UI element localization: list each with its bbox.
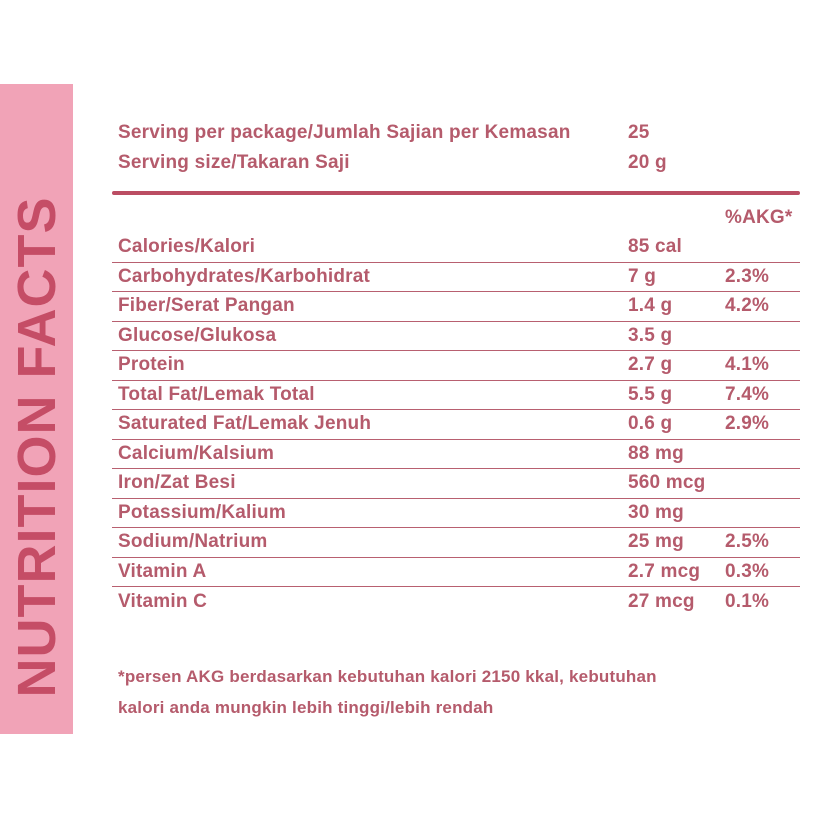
footnote-line-2: kalori anda mungkin lebih tinggi/lebih rendah: [118, 697, 494, 717]
nutrient-label: Calories/Kalori: [118, 236, 256, 258]
nutrient-amount: 7 g: [628, 265, 657, 287]
nutrient-percent: 4.2%: [725, 295, 770, 317]
nutrient-label: Calcium/Kalsium: [118, 442, 275, 464]
nutrient-amount: 560 mcg: [628, 472, 706, 494]
table-row: [112, 469, 800, 499]
table-header-row: [112, 203, 800, 233]
nutrient-percent: 0.3%: [725, 560, 770, 582]
table-row: [112, 263, 800, 293]
nutrient-label: Fiber/Serat Pangan: [118, 295, 295, 317]
nutrient-label: Carbohydrates/Karbohidrat: [118, 265, 371, 287]
nutrient-amount: 2.7 mcg: [628, 560, 701, 582]
table-row: [112, 351, 800, 381]
nutrient-amount: 27 mcg: [628, 590, 695, 612]
serving-label: Serving size/Takaran Saji: [118, 152, 350, 173]
serving-value: 20 g: [628, 152, 667, 173]
nutrient-percent: 4.1%: [725, 354, 770, 376]
sidebar: [0, 84, 73, 734]
nutrient-percent: 7.4%: [725, 383, 770, 405]
nutrient-label: Potassium/Kalium: [118, 501, 286, 523]
serving-value: 25: [628, 122, 650, 143]
nutrient-percent: 2.5%: [725, 531, 770, 553]
nutrient-label: Glucose/Glukosa: [118, 324, 277, 346]
nutrient-label: Vitamin C: [118, 590, 208, 612]
label-content: [112, 118, 800, 723]
table-row: [112, 528, 800, 558]
nutrient-label: Iron/Zat Besi: [118, 472, 236, 494]
footnote: [112, 661, 800, 723]
table-row: [112, 381, 800, 411]
nutrient-label: Vitamin A: [118, 560, 207, 582]
serving-row: [112, 118, 800, 148]
nutrient-amount: 85 cal: [628, 236, 683, 258]
nutrient-amount: 30 mg: [628, 501, 684, 523]
nutrient-table: [112, 233, 800, 617]
percent-akg-header: %AKG*: [725, 207, 793, 228]
table-row: [112, 410, 800, 440]
table-row: [112, 322, 800, 352]
nutrient-label: Protein: [118, 354, 185, 376]
table-row: [112, 292, 800, 322]
nutrient-percent: 2.3%: [725, 265, 770, 287]
label-title: NUTRITION FACTS: [7, 196, 67, 698]
nutrient-amount: 88 mg: [628, 442, 684, 464]
serving-row: [112, 148, 800, 178]
header-divider: [112, 191, 800, 195]
nutrient-percent: 0.1%: [725, 590, 770, 612]
table-row: [112, 233, 800, 263]
table-row: [112, 587, 800, 617]
table-row: [112, 558, 800, 588]
serving-label: Serving per package/Jumlah Sajian per Kemasan: [118, 122, 571, 143]
footnote-line-1: *persen AKG berdasarkan kebutuhan kalori 2150 kkal, kebutuhan: [118, 666, 657, 686]
nutrient-label: Sodium/Natrium: [118, 531, 268, 553]
nutrient-amount: 3.5 g: [628, 324, 673, 346]
nutrient-percent: 2.9%: [725, 413, 770, 435]
table-row: [112, 499, 800, 529]
nutrient-amount: 25 mg: [628, 531, 684, 553]
nutrient-amount: 0.6 g: [628, 413, 673, 435]
nutrient-amount: 5.5 g: [628, 383, 673, 405]
nutrient-amount: 1.4 g: [628, 295, 673, 317]
nutrient-amount: 2.7 g: [628, 354, 673, 376]
serving-info: [112, 118, 800, 178]
nutrient-label: Saturated Fat/Lemak Jenuh: [118, 413, 372, 435]
nutrient-label: Total Fat/Lemak Total: [118, 383, 315, 405]
table-row: [112, 440, 800, 470]
